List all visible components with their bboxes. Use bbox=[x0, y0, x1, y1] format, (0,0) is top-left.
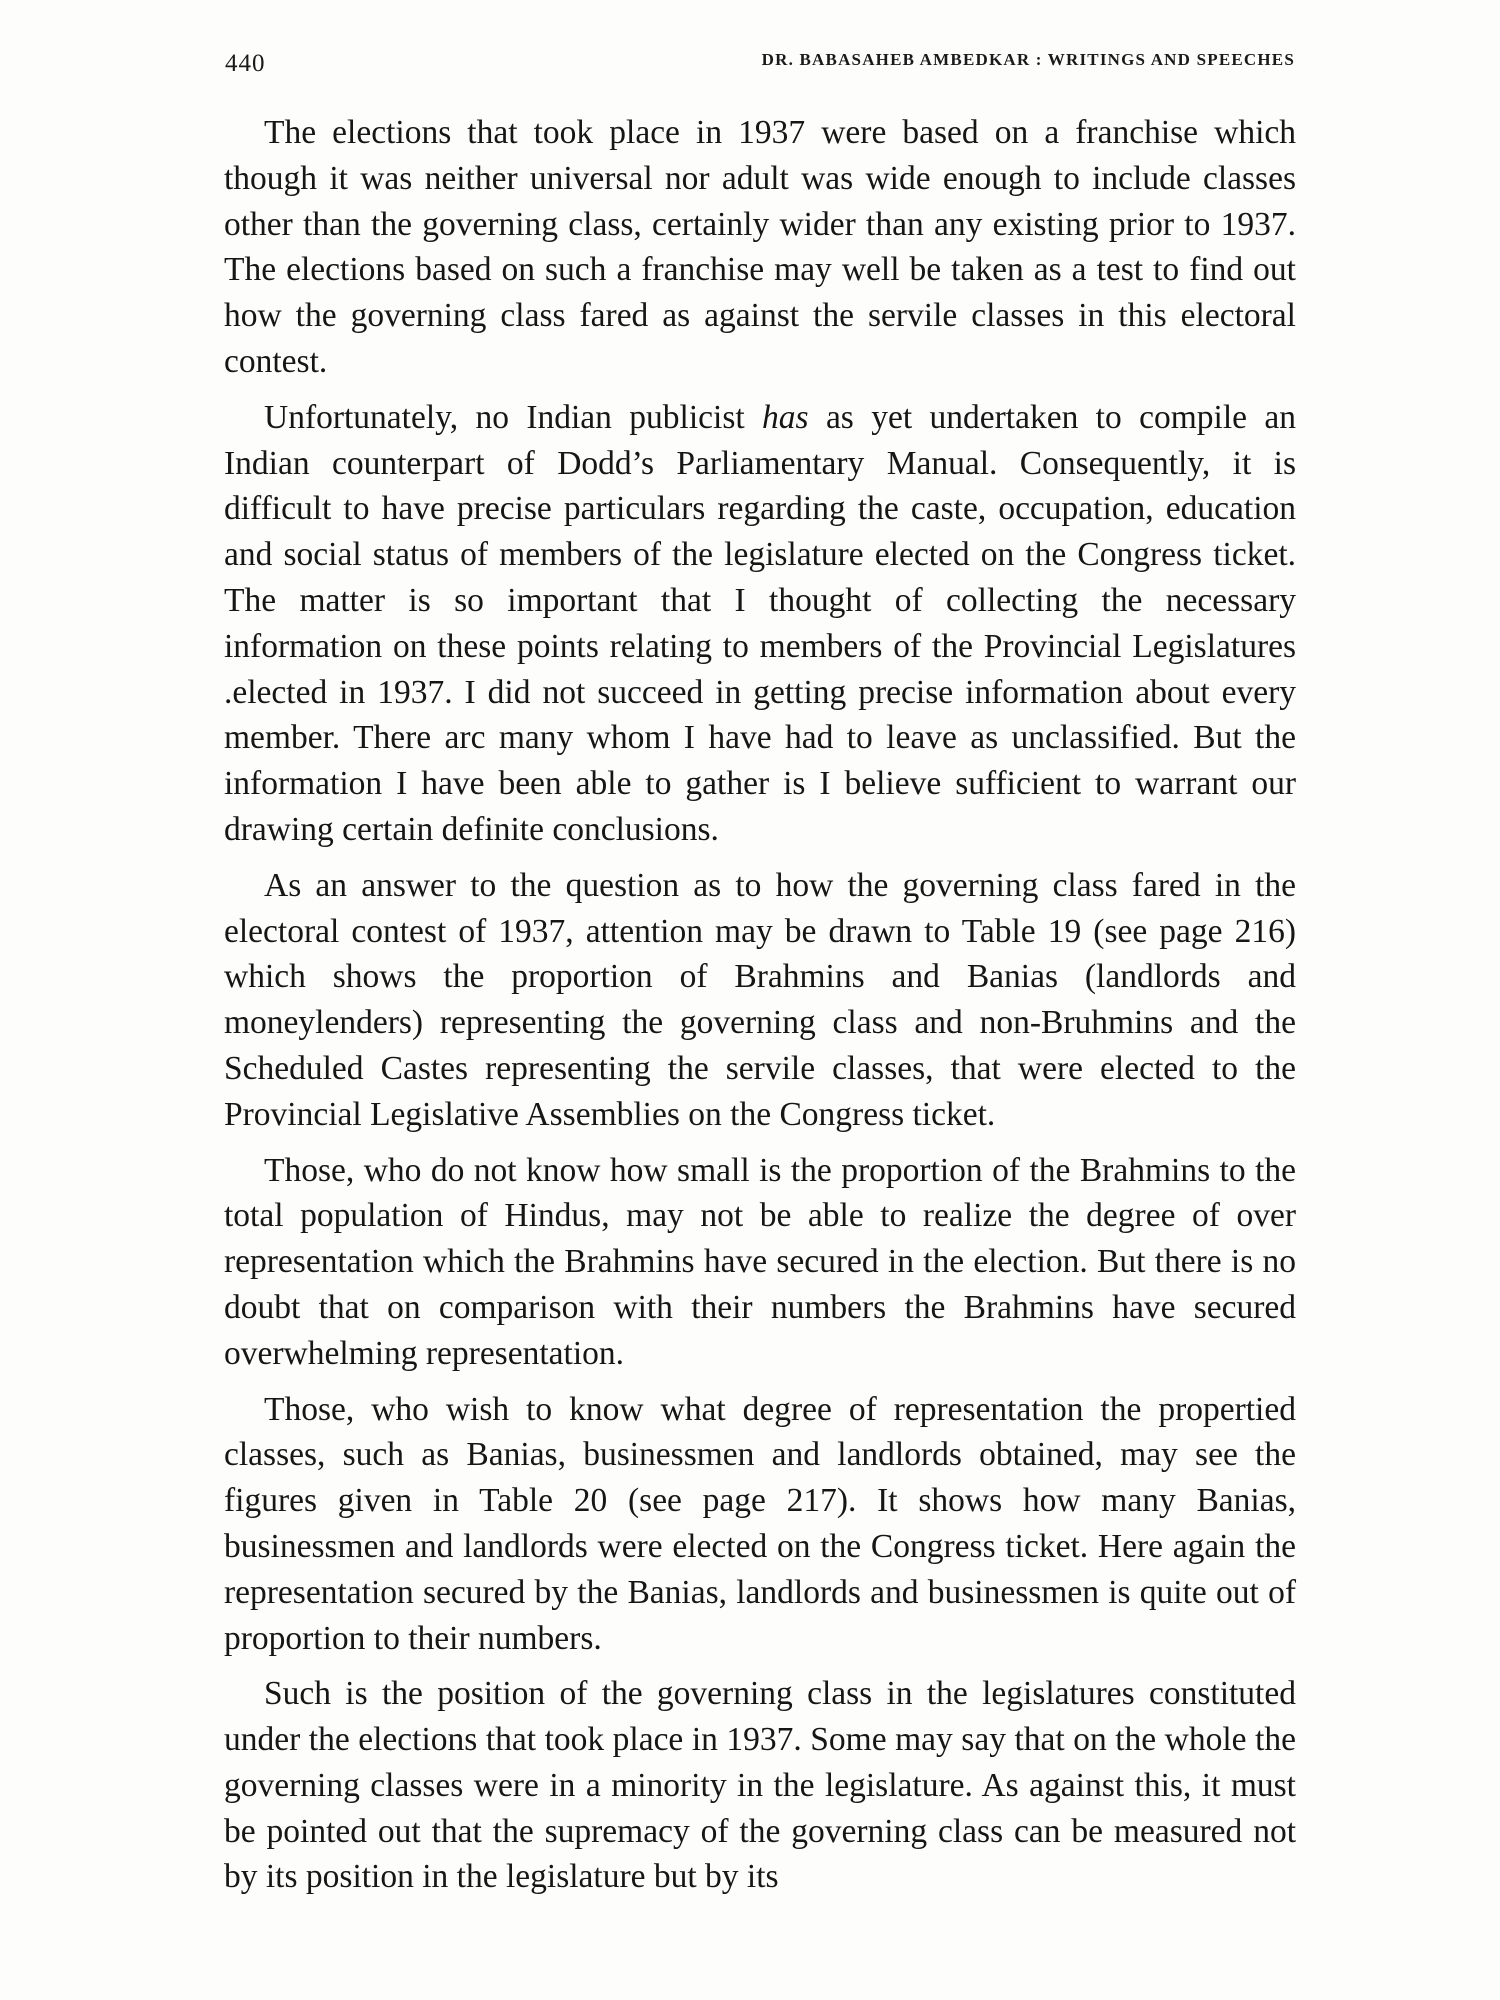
running-head: DR. BABASAHEB AMBEDKAR : WRITINGS AND SPEECHES bbox=[761, 50, 1295, 69]
paragraph-5: Those, who wish to know what degree of representation the propertied classes, such as Banias, businessmen and landlords obtained, may see the figures given in Table 20 (see page 217). It shows how many Banias, businessmen and landlords were elected on the Congress ticket. Here again the representation secured by the Banias, landlords and businessmen is quite out of proportion to their numbers. bbox=[224, 1390, 1296, 1657]
paragraph-6: Such is the position of the governing class in the legislatures constituted under the elections that took place in 1937. Some may say that on the whole the governing classes were in a minority in the legislature. As against this, it must be pointed out that the supremacy of the governing class can be measured not by its position in the legislature but by its bbox=[224, 1675, 1296, 1896]
paragraph-1: The elections that took place in 1937 were based on a franchise which though it was neither universal nor adult was wide enough to include classes other than the governing class, certainly wider than any existing prior to 1937. The elections based on such a franchise may well be taken as a test to find out how the governing class fared as against the servile classes in this electoral contest. bbox=[224, 114, 1296, 380]
paragraph-2-emphasis: has bbox=[762, 398, 809, 436]
page-number: 440 bbox=[225, 50, 266, 77]
paragraph-2-text-before: Unfortunately, no Indian publicist bbox=[264, 398, 763, 436]
body-text bbox=[224, 110, 1296, 1910]
paragraph-2-text-after: as yet undertaken to compile an Indian counterpart of Dodd’s Parliamentary Manual. Consequently, it is difficult to have precise particulars regarding the caste, occupation, education and social status of members of the legislature elected on the Congress ticket. The matter is so important that I thought of collecting the necessary information on these points relating to members of the Provincial Legislatures .elected in 1937. I did not succeed in getting precise information about every member. There arc many whom I have had to leave as unclassified. But the information I have been able to gather is I believe sufficient to warrant our drawing certain definite conclusions. bbox=[224, 398, 1296, 848]
page-header bbox=[225, 44, 1295, 84]
paragraph-4: Those, who do not know how small is the proportion of the Brahmins to the total population of Hindus, may not be able to realize the degree of over representation which the Brahmins have secured in the election. But there is no doubt that on comparison with their numbers the Brahmins have secured overwhelming representation. bbox=[224, 1151, 1296, 1372]
paragraph-2 bbox=[224, 395, 1296, 853]
paragraph-3: As an answer to the question as to how the governing class fared in the electoral contest of 1937, attention may be drawn to Table 19 (see page 216) which shows the proportion of Brahmins and Banias (landlords and moneylenders) representing the governing class and non-Bruhmins and the Scheduled Castes representing the servile classes, that were elected to the Provincial Legislative Assemblies on the Congress ticket. bbox=[224, 866, 1296, 1133]
